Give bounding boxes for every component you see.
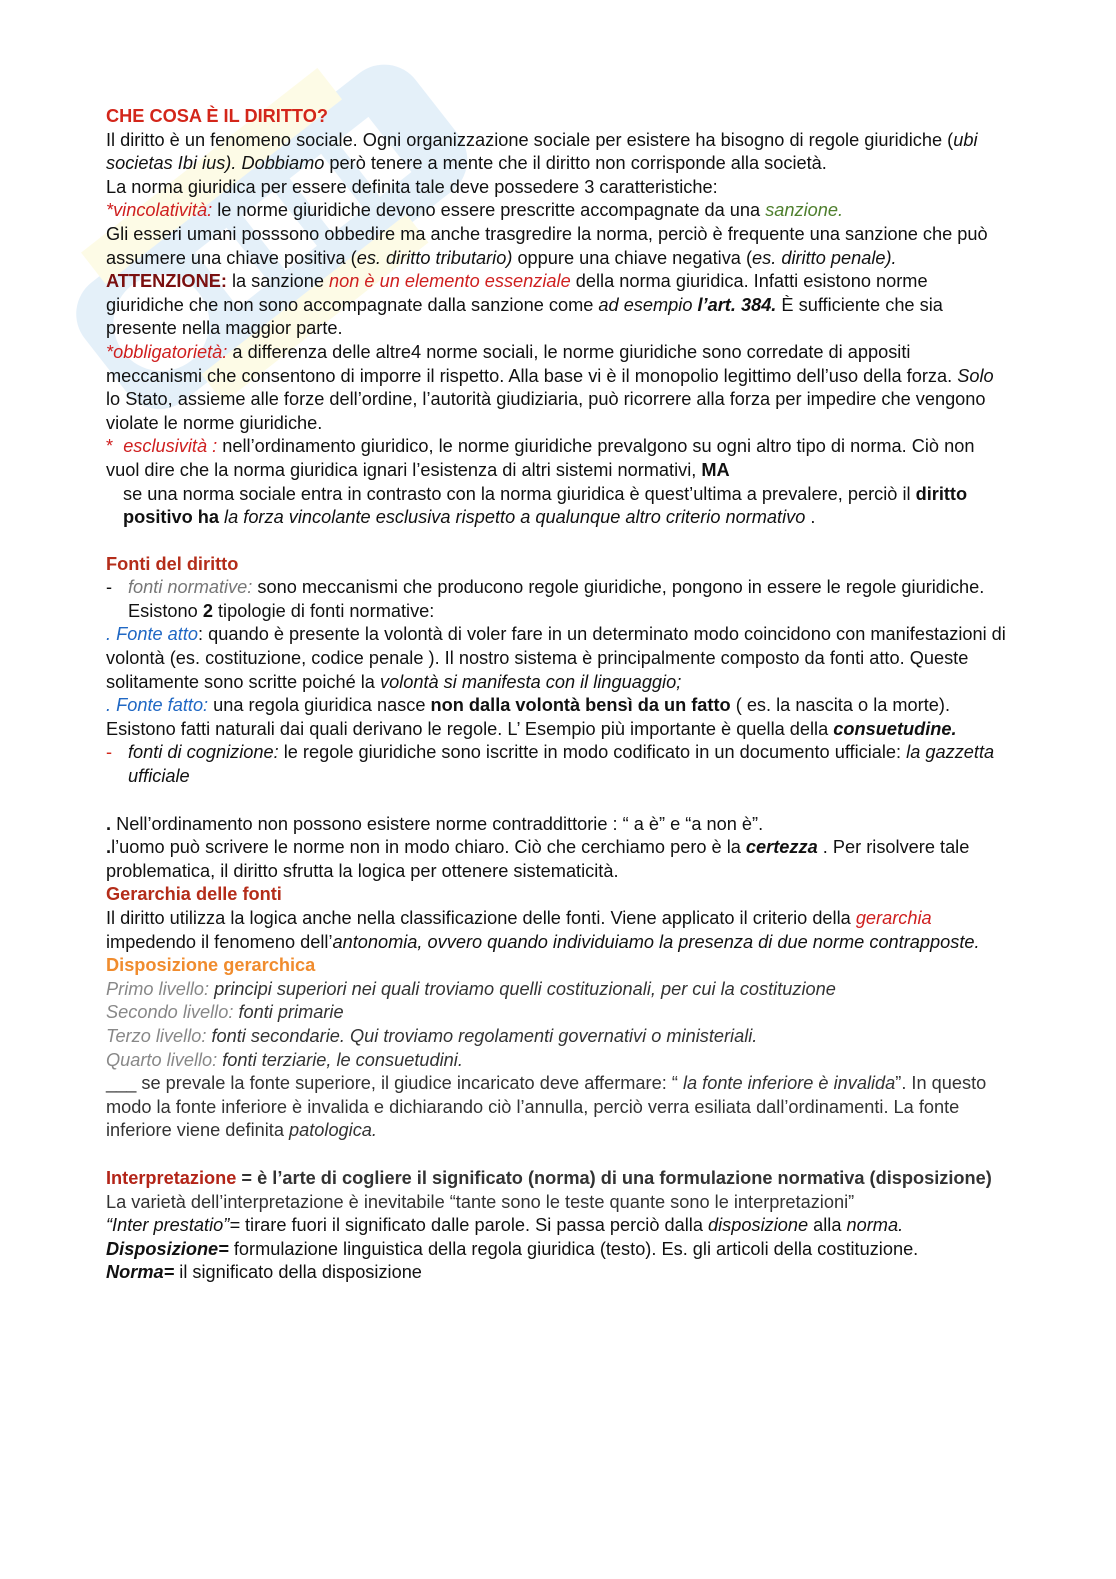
- section-heading-gerarchia: Gerarchia delle fonti: [106, 884, 282, 905]
- page-title: CHE COSA È IL DIRITTO?: [106, 106, 328, 126]
- fonti-normative-item: - fonti normative: sono meccanismi che producono regole giuridiche, pongono in essere le regole giuridiche. Esistono 2 tipologie di fonti normative:: [106, 577, 985, 621]
- livello-1: Primo livello: principi superiori nei quali troviamo quelli costituzionali, per cui la costituzione: [106, 978, 836, 999]
- document-page: [106, 105, 1006, 1285]
- norma-definition: Norma= il significato della disposizione: [106, 1262, 422, 1283]
- fonte-fatto-paragraph: . Fonte fatto: una regola giuridica nasce non dalla volontà bensì da un fatto ( es. la nascita o la morte). Esistono fatti naturali dai quali derivano le regole. L’ Esempio più importante è quella della consuetudine.: [106, 695, 957, 739]
- logica-line-1: . Nell’ordinamento non possono esistere norme contraddittorie : “ a è” e “a non è”.: [106, 813, 764, 834]
- esclusivita-paragraph: * esclusività : nell’ordinamento giuridico, le norme giuridiche prevalgono su ogni altro tipo di norma. Ciò non vuol dire che la norma giuridica ignari l’esistenza di altri sistemi normativi, MA: [106, 436, 975, 480]
- section-heading-fonti: Fonti del diritto: [106, 553, 239, 574]
- fonti-cognizione-item: - fonti di cognizione: le regole giuridiche sono iscritte in modo codificato in un documento ufficiale: la gazzetta ufficiale: [106, 742, 995, 787]
- livello-4: Quarto livello: fonti terziarie, le consuetudini.: [106, 1049, 463, 1070]
- disposizione-definition: Disposizione= formulazione linguistica della regola giuridica (testo). Es. gli articoli della costituzione.: [106, 1238, 919, 1259]
- section-heading-disposizione: Disposizione gerarchica: [106, 955, 316, 976]
- esclusivita-continued: se una norma sociale entra in contrasto con la norma giuridica è quest’ultima a prevalere, perciò il diritto positivo ha la forza vincolante esclusiva rispetto a qualunque altro criterio normativo .: [123, 483, 968, 528]
- varieta-line: La varietà dell’interpretazione è inevitabile “tante sono le teste quante sono le interpretazioni”: [106, 1191, 855, 1212]
- logica-line-2: .l’uomo può scrivere le norme non in modo chiaro. Ciò che cerchiamo pero è la certezza . Per risolvere tale problematica, il diritto sfrutta la logica per ottenere sistematicità.: [106, 837, 970, 881]
- livello-3: Terzo livello: fonti secondarie. Qui troviamo regolamenti governativi o ministeriali.: [106, 1025, 758, 1046]
- livello-2: Secondo livello: fonti primarie: [106, 1002, 344, 1023]
- vincolativita-paragraph: *vincolatività: le norme giuridiche devono essere prescritte accompagnate da una sanzione. Gli esseri umani posssono obbedire ma anche trasgredire la norma, perciò è frequente una sanzione che può assumere una chiave positiva (es. diritto tributario) oppure una chiave negativa (es. diritto penale). ATTENZIONE: la sanzione non è un elemento essenziale della norma giuridica. Infatti esistono norme giuridiche che non sono accompagnate dalla sanzione come ad esempio l’art. 384. È sufficiente che sia presente nella maggior parte.: [106, 200, 988, 339]
- interpretazione-definition: Interpretazione = è l’arte di cogliere il significato (norma) di una formulazione normativa (disposizione): [106, 1167, 992, 1188]
- prevale-paragraph: ___ se prevale la fonte superiore, il giudice incaricato deve affermare: “ la fonte inferiore è invalida”. In questo modo la fonte inferiore è invalida e dichiarando ciò l’annulla, perciò verra esiliata dall’ordinamenti. La fonte inferiore viene definita patologica.: [106, 1073, 987, 1141]
- norma-intro: La norma giuridica per essere definita tale deve possedere 3 caratteristiche:: [106, 176, 718, 197]
- gerarchia-paragraph: Il diritto utilizza la logica anche nella classificazione delle fonti. Viene applicato il criterio della gerarchia impedendo il fenomeno dell’antonomia, ovvero quando individuiamo la presenza di due norme contrapposte.: [106, 908, 980, 952]
- inter-prestatio-paragraph: “Inter prestatio”= tirare fuori il significato dalle parole. Si passa perciò dalla disposizione alla norma.: [106, 1215, 904, 1236]
- obbligatorieta-paragraph: *obbligatorietà: a differenza delle altre4 norme sociali, le norme giuridiche sono corredate di appositi meccanismi che consentono di imporre il rispetto. Alla base vi è il monopolio legittimo dell’uso della forza. Solo lo Stato, assieme alle forze dell’ordine, l’autorità giudiziaria, può ricorrere alla forza per impedire che vengono violate le norme giuridiche.: [106, 341, 994, 433]
- intro-paragraph: Il diritto è un fenomeno sociale. Ogni organizzazione sociale per esistere ha bisogno di regole giuridiche (ubi societas Ibi ius). Dobbiamo però tenere a mente che il diritto non corrisponde alla società.: [106, 129, 978, 174]
- fonte-atto-paragraph: . Fonte atto: quando è presente la volontà di voler fare in un determinato modo coincidono con manifestazioni di volontà (es. costituzione, codice penale ). Il nostro sistema è principalmente composto da fonti atto. Queste solitamente sono scritte poiché la volontà si manifesta con il linguaggio;: [106, 624, 1006, 692]
